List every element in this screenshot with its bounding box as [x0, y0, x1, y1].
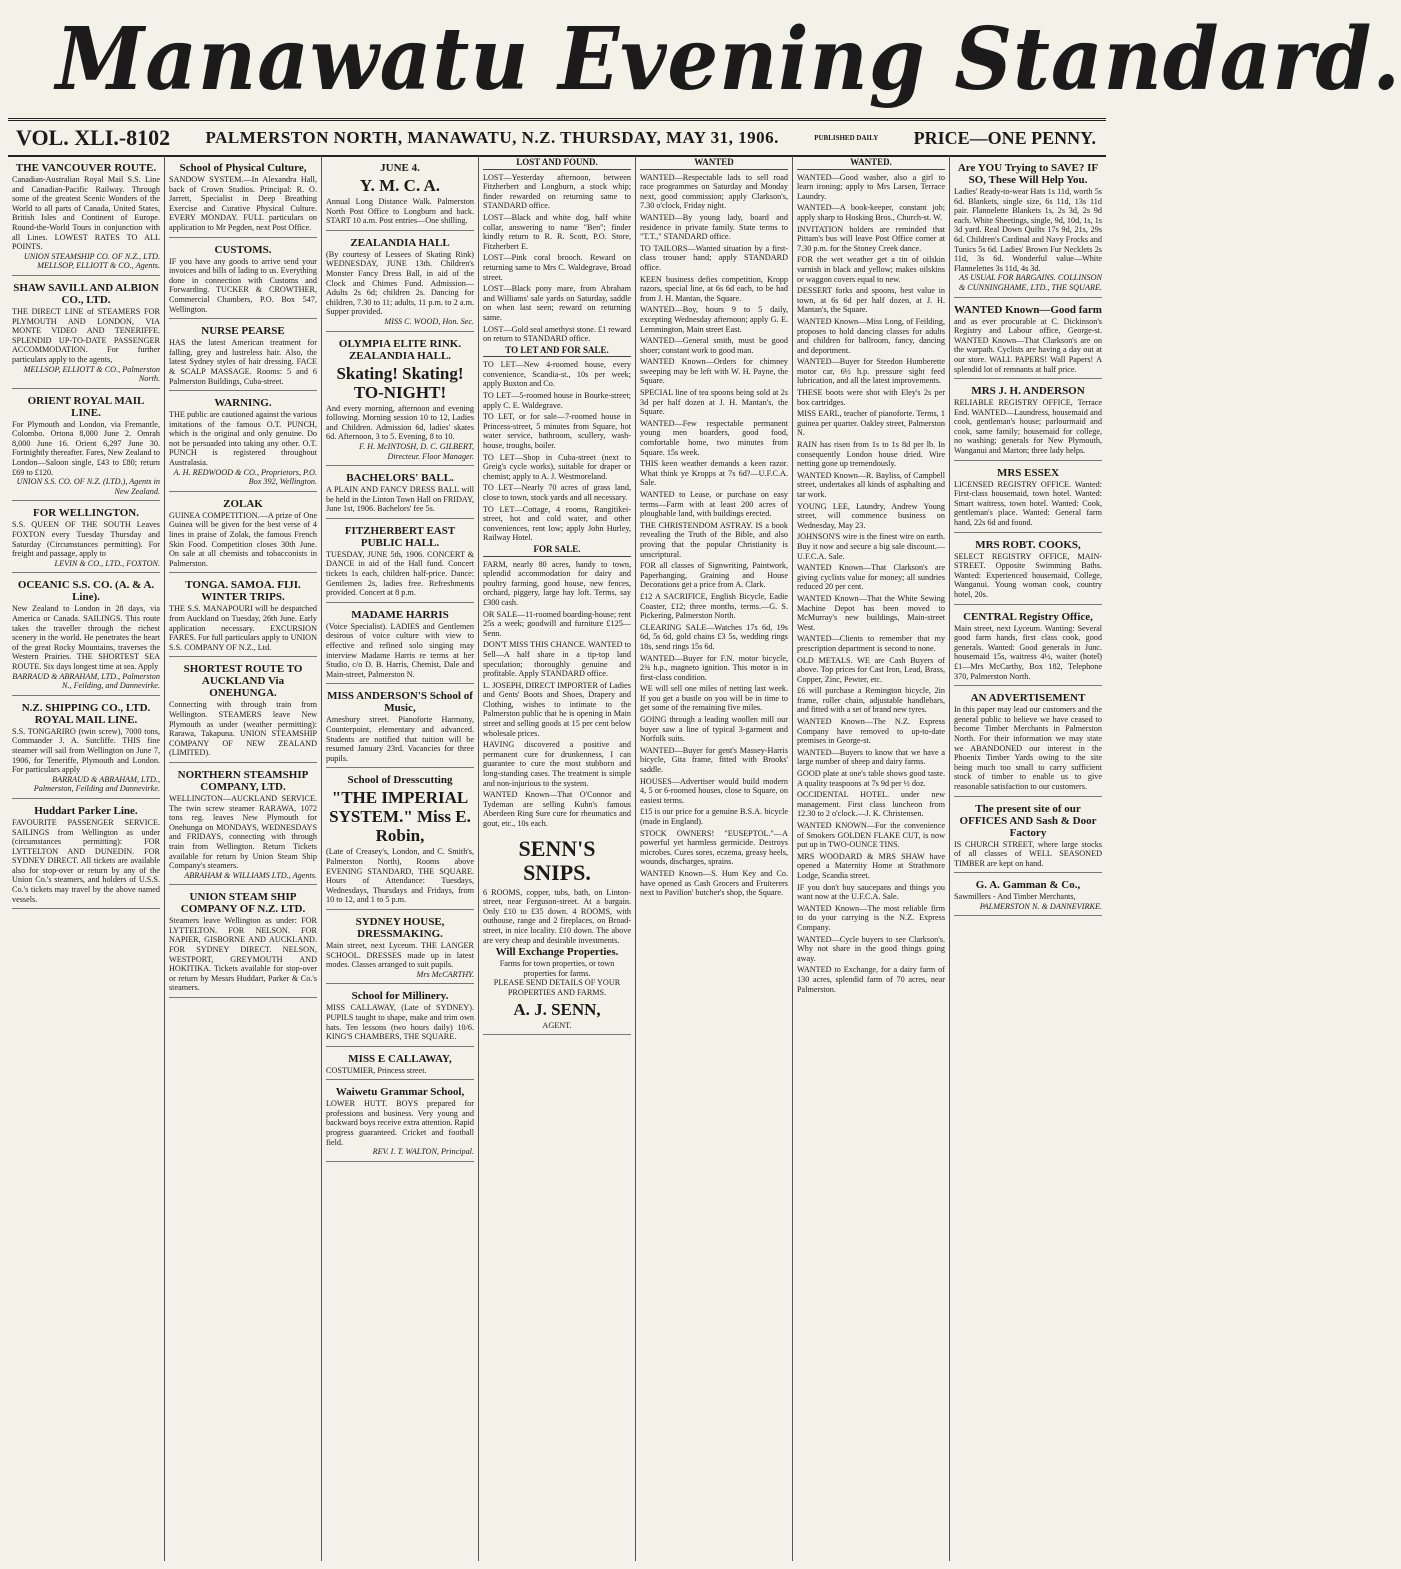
ad-headline: Y. M. C. A. [359, 176, 441, 195]
ad-body: Ladies' Ready-to-wear Hats 1s 11d, worth 5s 6d. Blankets, single size, 6s 11d, 13s 11d pair. Flannelette Blankets 1s, 2s 3d, 2s 9d each. White Sheetings, single, 9d, 10d, 1s, 1s 3d yard. Real Down Quilts 17s 9d, 21s, 29s 6d. Children's Cardinal and Navy Frocks and Tunics 5s 6d. Ladies' Brown Fur Necklets 2s 11d, 3s 6d. Wonderful value—White Flannelettes 3s 11d, 4s 3d. [954, 187, 1102, 273]
ad-title: NORTHERN STEAMSHIP COMPANY, LTD. [177, 768, 309, 793]
ad-headline: "THE IMPERIAL SYSTEM." Miss E. Robin, [329, 788, 471, 846]
ad-signature: REV. I. T. WALTON, Principal. [372, 1147, 474, 1157]
advertisement [326, 912, 474, 984]
ad-body: Amesbury street. Pianoforte Harmony, Counterpoint, elementary and advanced. Students are notified that tuition will be resumed January 23rd. Vacancies for three pupils. [326, 715, 474, 763]
ad-agent-name: A. J. SENN, [513, 999, 601, 1019]
ad-title: MRS ESSEX [996, 466, 1060, 479]
column-7 [950, 156, 1106, 1561]
classified-item: WANTED to Lease, or purchase on easy terms—Farm with at least 200 acres of ploughable land, with buildings erected. [640, 490, 788, 519]
ad-body: LICENSED REGISTRY OFFICE. Wanted: First-class housemaid, town hotel. Wanted: Smart waitress, town hotel. Wanted: Cook, gentleman's place. Wanted: General farm hand, 22s 6d and found. [954, 479, 1102, 528]
advertisement [326, 1082, 474, 1162]
classified-item: TO LET—Shop in Cuba-street (next to Greig's cycle works), suitable for draper or chemist; apply to A. J. Westmoreland. [483, 452, 631, 481]
advertisement [326, 1049, 474, 1081]
ad-signature: UNION S.S. CO. OF N.Z. (LTD.), Agents in New Zealand. [16, 477, 160, 496]
classified-item: TO LET—New 4-roomed house, every convenience, Scandia-st., 10s per week; apply Buxton and Co. [483, 360, 631, 389]
ad-title: SHORTEST ROUTE TO AUCKLAND Via ONEHUNGA. [183, 663, 303, 700]
ad-body: SELECT REGISTRY OFFICE, MAIN-STREET. Opposite Swimming Baths. Wanted: Experienced housemaid, College, Wanganui. Young woman cook, country hotel, 20s. [954, 551, 1102, 599]
ad-title: CENTRAL Registry Office, [963, 610, 1093, 623]
ad-body: New Zealand to London in 28 days, via America or Canada. SAILINGS. This route takes the traveller through the richest scenery in the world. He penetrates the heart of the great Rocky Mountains, traverses the Western Prairies. THE SHORTEST SEA ROUTE. Six days longest time at sea. Apply [12, 604, 160, 671]
ad-title: MRS ROBT. COOKS, [975, 538, 1081, 551]
classified-item: FOR all classes of Signwriting, Paintwork, Paperhanging, Graining and House Decorations get a price from A. Clark. [640, 561, 788, 590]
ad-body: Canadian-Australian Royal Mail S.S. Line and Canadian-Pacific Railway. Through some of the greatest Scenic Wonders of the World to all parts of Canada, United States, British Isles and Continent of Europe. Round-the-World Tours in conjunction with all Lines. LOWEST RATES TO ALL POINTS. [12, 175, 160, 252]
ad-body: Farms for town properties, or town properties for farms. [499, 959, 615, 978]
price: PRICE—ONE PENNY. [913, 127, 1096, 148]
ad-title: G. A. Gamman & Co., [975, 879, 1081, 892]
ad-signature: PALMERSTON N. & DANNEVIRKE. [979, 901, 1102, 911]
classified-item: WANTED—Buyers to know that we have a large number of sheep and dairy farms. [797, 747, 945, 767]
classified-item: FARM, nearly 80 acres, handy to town, splendid accommodation for dairy and poultry farming, good house, new fences, orchard, piggery, large hay loft. Terms, say £300 cash. [483, 559, 631, 607]
classified-item: WANTED—Few respectable permanent young men boarders, good food, comfortable home, two minutes from Square. 15s week. [640, 418, 788, 457]
classified-item: WANTED—Respectable lads to sell road race programmes on Saturday and Monday next, good commission; apply Clarkson's, 7.30 o'clock, Friday night. [640, 172, 788, 211]
newspaper-title: Manawatu Evening Standard. [55, 9, 1401, 110]
ad-title: CUSTOMS. [214, 243, 272, 256]
ad-body: LOWER HUTT. BOYS prepared for professions and business. Very young and backward boys receive extra attention. Rapid progress guaranteed. Cricket and football field. [326, 1099, 474, 1147]
ad-signature: A. H. REDWOOD & CO., Proprietors, P.O. Box 392, Wellington. [173, 467, 317, 487]
classified-item: WANTED—By young lady, board and residence in private family. State terms to "T.T.," STANDARD office. [640, 212, 788, 242]
classified-item: WANTED—General smith, must be good shoer; constant work to good man. [640, 336, 788, 355]
advertisement [12, 801, 160, 909]
classified-item: MRS WOODARD & MRS SHAW have opened a Maternity Home at Strathmore Lodge, Scandia street. [797, 851, 945, 880]
ad-title: TONGA. SAMOA. FIJI. WINTER TRIPS. [185, 579, 301, 604]
ad-body: IF you have any goods to arrive send your invoices and bills of lading to us. Everything done in connection with Customs and Forwarding. TUCKER & CROWTHER, Commercial Chambers, P.O. Box 547, Wellington. [169, 256, 317, 314]
ad-body: THE public are cautioned against the various imitations of the famous O.T. PUNCH, which is the original and only genuine. Do not be persuaded into taking any other. O.T. PUNCH is registered throughout Australasia. [169, 410, 317, 468]
advertisement [326, 158, 474, 231]
classified-item: CLEARING SALE—Watches 17s 6d, 19s 6d, 5s 6d, gold chains £3 5s, wedding rings 18s, send rings 15s 6d. [640, 622, 788, 651]
classified-item: JOHNSON'S wire is the finest wire on earth. Buy it now and secure a big sale discount.—U.F.C.A. Sale. [797, 532, 945, 561]
advertisement [954, 799, 1102, 874]
ad-body: In this paper may lead our customers and the general public to believe we have ceased to become Timber Merchants in Palmerston North. For their information we may state we ABANDONED our interest in the Phoenix Timber Yards owing to the site being much too small to carry sufficient stock of timber to enable us to give reasonable satisfaction to our customers. [954, 705, 1102, 791]
ad-title: SHAW SAVILL AND ALBION CO., LTD. [13, 281, 159, 306]
advertisement [169, 240, 317, 320]
classified-item: WANTED to Exchange, for a dairy farm of 130 acres, splendid farm of 70 acres, near Palmerston. [797, 965, 945, 994]
ad-title: JUNE 4. [380, 162, 420, 174]
advertisement [12, 391, 160, 502]
ad-title: ZEALANDIA HALL [350, 236, 450, 249]
ad-headline: Skating! Skating! TO-NIGHT! [336, 363, 464, 402]
ad-agent-title: AGENT. [542, 1020, 572, 1030]
ad-body: WELLINGTON—AUCKLAND SERVICE. The twin screw steamer RARAWA, 1072 tons reg. leaves New Plymouth for Onehunga on MONDAYS, WEDNESDAYS and FRIDAYS, connecting with through train from Wellington. Return Tickets available for return by Union Steam Ship Company's steamers. [169, 793, 317, 871]
classified-item: TO LET—Cottage, 4 rooms, Rangitikei-street, hot and cold water, and other conveniences, rent low; apply John Hurley, Railway Hotel. [483, 504, 631, 543]
classified-item: WANTED—A book-keeper, constant job; apply sharp to Hosking Bros., Church-st. W. [797, 203, 945, 222]
ad-body: Sawmillers - And Timber Merchants, [954, 892, 1076, 902]
classified-item: OLD METALS. WE are Cash Buyers of above. Top prices for Cast Iron, Lead, Brass, Copper, Zinc, Pewter, etc. [797, 655, 945, 684]
ad-body: Main street, next Lyceum. Wanting: Several good farm hands, first class cook, good generals. Wanted: Good generals in Junc. housemaid 15s, waitress 4½, waiter (hotel) £1—Mrs McCarthy, Box 182, Telephone 370, Palmerston North. [954, 623, 1102, 681]
classified-item: WANTED Known—Miss Long, of Feilding, proposes to hold dancing classes for adults and children for ballroom, fancy, dancing and deportment. [797, 316, 945, 355]
column-5 [636, 156, 793, 1561]
ad-body: RELIABLE REGISTRY OFFICE, Terrace End. WANTED—Laundress, housemaid and cook, gentleman's house; parlourmaid and cook, same family; housemaid for college, no washing; generals for New Plymouth, Wanganui and Marton; three lady helps. [954, 398, 1102, 456]
classified-item: OCCIDENTAL HOTEL. under new management. First class luncheon from 12.30 to 2 o'clock.—J. K. Christensen. [797, 790, 945, 819]
ad-body: A PLAIN AND FANCY DRESS BALL will be held in the Linton Town Hall on FRIDAY, June 1st, 1906. Bachelors' fee 5s. [326, 485, 474, 514]
ad-body: (By courtesy of Lessees of Skating Rink) WEDNESDAY, JUNE 13th. Children's Monster Fancy Dress Ball, in aid of the Clock and Chimes Fund. Admission—Adults 2s 6d; children 2s. Dancing for children, 7.30 to 11; adults, 11 p.m. to 2 a.m. Supper provided. [326, 249, 474, 317]
ad-body: MISS CALLAWAY, (Late of SYDNEY). PUPILS taught to shape, make and trim own hats. Ten lessons (two hours daily) 10/6. KING'S CHAMBERS, THE SQUARE. [326, 1003, 474, 1042]
ad-body: THE S.S. MANAPOURI will be despatched from Auckland on Tuesday, 26th June. Early application necessary. EXCURSION FARES. For full particulars apply to UNION S.S. COMPANY OF N.Z., Ltd. [169, 604, 317, 652]
ad-signature: MELLSOP, ELLIOTT & CO., Palmerston North. [23, 364, 160, 384]
ad-body: S.S. TONGARIRO (twin screw), 7000 tons, Commander J. A. Sutcliffe. THIS fine steamer will sail from Wellington on June 7, 1906, for Teneriffe, Plymouth and London. For particulars apply [12, 726, 160, 775]
ad-title: MISS E CALLAWAY, [348, 1052, 452, 1065]
section-heading-wanted: WANTED. [797, 158, 945, 170]
classified-item: WANTED Known—S. Hum Key and Co. have opened as Cash Grocers and Fruiterers next to Pavilion' butcher's shop, the Square. [640, 868, 788, 898]
classified-item: TO LET, or for sale—7-roomed house in Princess-street, 5 minutes from Square, hot water service, bathroom, scullery, wash-house, troughs, boiler. [483, 412, 631, 451]
classified-item: TO LET—5-roomed house in Bourke-street; apply C. E. Waldegrave. [483, 391, 631, 410]
advertisement [326, 770, 474, 910]
advertisement [954, 688, 1102, 796]
ad-title: ZOLAK [223, 497, 263, 510]
column-6 [793, 156, 950, 1561]
advertisement [169, 887, 317, 998]
ad-body: Main street, next Lyceum. THE LANGER SCHOOL. DRESSES made up in latest modes. Classes arranged to suit pupils. [326, 940, 474, 970]
advertisement [169, 765, 317, 885]
ad-title: N.Z. SHIPPING CO., LTD. ROYAL MAIL LINE. [21, 701, 151, 726]
classified-item: DESSERT forks and spoons, best value in town, at 6s 6d per half dozen, at J. H. Mantan's, the Square. [797, 286, 945, 315]
classified-item: LOST—Pink coral brooch. Reward on returning same to Mrs C. Waldegrave, Broad street. [483, 253, 631, 282]
classified-item: WANTED Known—That the White Sewing Machine Depot has been moved to McMurray's new buildings, Main-street West. [797, 593, 945, 632]
ad-title: AN ADVERTISEMENT [970, 692, 1086, 705]
ad-body: For Plymouth and London, via Fremantle, Colombo. Ortona 8,000 June 2. Omrah 8,000 June 16. Orient 6,297 June 30. Fortnightly thereafter. Fares, New Zealand to London—Saloon single, £43 to £80; return £69 to £120. [12, 419, 161, 477]
ad-body: PLEASE SEND DETAILS OF YOUR PROPERTIES AND FARMS. [493, 978, 621, 997]
classified-item: LOST—Black and white dog, half white collar, answering to name "Ben"; finder kindly return to R. R. Scott, P.O. Store, Fitzherbert E. [483, 212, 631, 251]
advertisement [169, 393, 317, 492]
classified-item: £15 is our price for a genuine B.S.A. bicycle (made in England). [640, 807, 788, 826]
column-2 [165, 156, 322, 1561]
classified-item: THESE boots were shot with Eley's 2s per box cartridges. [797, 388, 945, 407]
classified-item: WANTED Known—That O'Connor and Tydeman are selling Kuhn's famous Aberdeen Ring Sure cure for rheumatics and gout, etc., 10s each. [483, 790, 631, 828]
ad-body: HAS the latest American treatment for falling, grey and lustreless hair. Also, the latest Sydney styles of hair dressing. FACE & SCALP MASSAGE. Rooms: 5 and 6 Palmerston Buildings, Cuba-street. [169, 338, 317, 386]
classified-item: SPECIAL line of tea spoons being sold at 2s 3d per half dozen at J. H. Mantan's, the Square. [640, 388, 788, 417]
column-1 [8, 156, 165, 1561]
classified-item: OR SALE—11-roomed boarding-house; rent 25s a week; goodwill and furniture £125—Senn. [483, 609, 631, 638]
advertisement [169, 659, 317, 763]
advertisement [169, 575, 317, 657]
classified-item: LOST—Gold seal amethyst stone. £1 reward on return to STANDARD office. [483, 324, 631, 344]
classified-item: WANTED Known—That Clarkson's are giving cyclists value for money; all sundries reduced 20 per cent. [797, 563, 945, 592]
advertisement [326, 986, 474, 1046]
advertisement [954, 607, 1102, 687]
advertisement [326, 605, 474, 685]
ad-signature: BARRAUD & ABRAHAM, LTD., Palmerston, Feilding and Dannevirke. [33, 774, 160, 794]
advertisement [954, 158, 1102, 298]
ad-signature: AS USUAL FOR BARGAINS. COLLINSON & CUNNINGHAME, LTD., THE SQUARE. [958, 273, 1102, 292]
columns [8, 156, 1106, 1561]
classified-item: WANTED—Clients to remember that my prescription department is second to none. [797, 634, 945, 653]
volume-number: VOL. XLI.-8102 [16, 125, 171, 150]
advertisement [326, 233, 474, 332]
published-daily: PUBLISHED DAILY [814, 134, 879, 142]
classified-item: LOST—Yesterday afternoon, between Fitzherbert and Longburn, a stock whip; finder rewarded on returning same to STANDARD office. [483, 172, 631, 211]
advertisement [12, 575, 160, 695]
ad-title: School of Physical Culture, [179, 162, 307, 174]
advertisement [12, 158, 160, 276]
ad-title: ORIENT ROYAL MAIL LINE. [27, 394, 145, 419]
ad-signature: MISS C. WOOD, Hon. Sec. [384, 316, 474, 326]
classified-item: WANTED Known—The N.Z. Express Company have removed to up-to-date premises in George-st. [797, 717, 945, 746]
ad-title: The present site of our OFFICES AND Sash & Door Factory [959, 802, 1097, 839]
ad-title: MISS ANDERSON'S School of Music, [327, 690, 473, 715]
ad-title: Waiwetu Grammar School, [335, 1086, 465, 1099]
ad-title: Are YOU Trying to SAVE? IF SO, These Will Help You. [957, 162, 1099, 186]
classified-item: WANTED Known—R. Bayliss, of Campbell street, undertakes all kinds of asphalting and tar work. [797, 470, 945, 499]
classified-item: FOR the wet weather get a tin of oilskin varnish in black and yellow; makes oilskins or waggon covers equal to new. [797, 255, 945, 284]
advertisement [954, 535, 1102, 605]
ad-title: THE VANCOUVER ROUTE. [15, 162, 157, 174]
advertisement [169, 494, 317, 574]
advertisement [954, 300, 1102, 380]
classified-item: IF you don't buy saucepans and things you want now at the U.F.C.A. Sale. [797, 882, 945, 902]
ad-body: (Late of Creasey's, London, and C. Smith's, Palmerston North), Rooms above EVENING STANDARD, THE SQUARE. Hours of Attendance: Tuesdays, Wednesdays, Thursdays and Fridays, from 10 to 12, and 1 to 5 p.m. [326, 847, 474, 905]
advertisement [326, 686, 474, 768]
ad-body: 6 ROOMS, copper, tubs, bath, on Linton-street, near Ferguson-street. At a bargain. Only £10 to £35 down. 4 ROOMS, with outhouse, range and 2 fireplaces, on Broad-street, in nice locality. £10 down. The above are very cheap and desirable investments. [483, 887, 631, 945]
column-4 [479, 156, 636, 1561]
classified-item: THIS keen weather demands a keen razor. What think ye Kropps at 7s 6d?—U.F.C.A. Sale. [640, 459, 788, 488]
classified-item: LOST—Black pony mare, from Abraham and Williams' sale yards on Saturday, saddle on when last seen; reward on returning same. [483, 284, 631, 322]
ad-body: FAVOURITE PASSENGER SERVICE. SAILINGS from Wellington as under (circumstances permitting): FOR LYTTELTON AND DUNEDIN. FOR SYDNEY DIRECT. All tickets are available also for stop-over or return by any of the Union Co.'s steamers, and holders of U.S.S. Co.'s tickets may travel by the above named vessels. [12, 817, 160, 904]
classified-item: WANTED Known—Orders for chimney sweeping may be left with W. H. Payne, the Square. [640, 357, 788, 386]
ad-title: School for Millinery. [351, 990, 449, 1003]
ad-title: SENN'S SNIPS. [518, 835, 596, 885]
classified-item: DON'T MISS THIS CHANCE. WANTED to Sell—A half share in a tip-top land speculation; thoroughly genuine and profitable. Apply STANDARD office. [483, 640, 631, 679]
ad-title: WANTED Known—Good farm [954, 303, 1102, 316]
classified-item: HAVING discovered a positive and permanent cure for drunkenness, I can guarantee to cure the most stubborn and long-standing cases. The treatment is simple and non-injurious to the system. [483, 740, 631, 788]
ad-body: TUESDAY, JUNE 5th, 1906. CONCERT & DANCE in aid of the Hall fund. Concert tickets 1s each, children half-price. Dance: Gentlemen 2s, ladies free. Refreshments provided. Concert at 8 p.m. [326, 549, 474, 598]
classified-item: GOOD plate at one's table shows good taste. A quality teaspoons at 7s 9d per ½ doz. [797, 769, 945, 788]
ad-body: SANDOW SYSTEM.—In Alexandra Hall, back of Crown Studios. Principal: R. O. Jarrett, Specialist in Deep Breathing Exercise and Curative Physical Culture. EVERY MONDAY. FULL particulars on application to Mr Pegden, next Post Office. [169, 175, 317, 232]
classified-item: WANTED—Good washer, also a girl to learn ironing; apply to Mrs Larsen, Terrace Laundry. [797, 172, 945, 201]
classified-item: YOUNG LEE, Laundry, Andrew Young street, will commence business on Wednesday, May 23. [797, 501, 945, 530]
advertisement [326, 334, 474, 467]
ad-title: FOR WELLINGTON. [33, 507, 139, 520]
advertisement [326, 468, 474, 519]
classified-item: HOUSES—Advertiser would build modern 4, 5 or 6-roomed houses, close to Square, on easiest terms. [640, 776, 788, 805]
advertisement [169, 158, 317, 238]
section-heading-wanted: WANTED [640, 158, 788, 170]
classified-item: GOING through a leading woollen mill our buyer saw a line of typical 3-garment and Norfolk suits. [640, 715, 788, 744]
ad-body: THE DIRECT LINE of STEAMERS FOR PLYMOUTH AND LONDON, VIA MONTE VIDEO AND TENERIFFE. SPLENDID UP-TO-DATE PASSENGER ACCOMMODATION. For further particulars apply to the agents, [12, 306, 160, 364]
classified-item: TO TAILORS—Wanted situation by a first-class trouser hand; apply STANDARD office. [640, 243, 788, 272]
classified-item: THE CHRISTENDOM ASTRAY. IS a book revealing the Truth of the Bible, and also proving that the popular Christianity is unscriptural. [640, 520, 788, 559]
ad-body: And every morning, afternoon and evening following. Morning session 10 to 12, Ladies and Children. Admission 6d, ladies' skates 6d. Afternoon, 3 to 5. Evening, 8 to 10. [326, 403, 474, 442]
advertisement [954, 381, 1102, 461]
ad-title: BACHELORS' BALL. [346, 472, 454, 485]
section-heading-for-sale: FOR SALE. [483, 545, 631, 557]
classified-item: WANTED—Buyer for gent's Massey-Harris bicycle, Gita frame, fitted with Brooks' saddle. [640, 745, 788, 775]
ad-signature: ABRAHAM & WILLIAMS LTD., Agents. [184, 870, 317, 880]
ad-body: (Voice Specialist). LADIES and Gentlemen desirous of voice culture with view to effective and refined solo singing may interview Madame Harris re terms at her Studio, c/o D. B. Harris, Chemist, Dale and Main-street, Palmerston N. [326, 621, 474, 679]
ad-signature: LEVIN & CO., LTD., FOXTON. [54, 558, 160, 568]
classified-item: WANTED KNOWN—For the convenience of Smokers GOLDEN FLAKE CUT, is now put up in TWO-OUNCE TINS. [797, 821, 945, 850]
ad-body: COSTUMIER, Princess street. [326, 1065, 427, 1075]
ad-title: School of Dresscutting [347, 774, 453, 787]
ad-title: Huddart Parker Line. [34, 804, 138, 817]
classified-item: KEEN business defies competition, Kropp razors, special line, at 6s 6d each, to be had from J. H. Mantan, the Square. [640, 274, 788, 303]
ad-body: Steamers leave Wellington as under: FOR LYTTELTON. FOR NELSON. FOR NAPIER, GISBORNE AND AUCKLAND. FOR SYDNEY DIRECT. NELSON, WESTPORT, GREYMOUTH AND HOKITIKA. Tickets available for stop-over or return by Messrs Huddart, Parker & Co.'s steamers. [169, 916, 317, 993]
ad-signature: BARRAUD & ABRAHAM, LTD., Palmerston N., Feilding, and Dannevirke. [12, 671, 160, 691]
ad-signature: UNION STEAMSHIP CO. OF N.Z., LTD. MELLSOP, ELLIOTT & CO., Agents. [23, 251, 160, 271]
ad-title: UNION STEAM SHIP COMPANY OF N.Z. LTD. [180, 891, 306, 916]
masthead [18, 6, 1401, 114]
classified-item: INVITATION holders are reminded that Pittam's bus will leave Post Office corner at 7.30 p.m. for the Stoney Creek dance. [797, 224, 945, 253]
column-3 [322, 156, 479, 1561]
ad-body: S.S. QUEEN OF THE SOUTH Leaves FOXTON every Tuesday Thursday and Saturday (Circumstances permitting). For freight and passage, apply to [12, 520, 160, 559]
classified-item: WANTED Known—The most reliable firm to do your carrying is the N.Z. Express Company. [797, 903, 945, 932]
ad-body: Annual Long Distance Walk. Palmerston North Post Office to Longburn and back. START 10 a.m. Post entries—One shilling. [326, 197, 474, 226]
advertisement [12, 278, 160, 389]
advertisement [12, 698, 160, 799]
classified-item: WANTED—Boy, hours 9 to 5 daily, excepting Wednesday afternoon; apply G. E. Lemmington, Main street East. [640, 305, 788, 334]
advertisement [954, 463, 1102, 533]
advertisement [169, 321, 317, 391]
classified-item: WE will sell one miles of netting last week. If you get a bustle on you will be in time to get some of the remaining five miles. [640, 684, 788, 713]
classified-item: MISS EARL, teacher of pianoforte. Terms, 1 guinea per quarter. Oakley street, Palmerston N. [797, 409, 945, 438]
advertisement [954, 875, 1102, 916]
ad-title: MADAME HARRIS [351, 608, 449, 621]
classified-item: £6 will purchase a Remington bicycle, 2in frame, roller chain, adjustable handlebars, and fitted with a set of brand new tyres. [797, 686, 945, 715]
classified-item: TO LET—Nearly 70 acres of grass land, close to town, stock yards and all necessary. [483, 483, 631, 502]
classified-item: £12 A SACRIFICE, English Bicycle, Eadie Coaster, £12; three months, terms.—G. S. Pickering, Palmerston North. [640, 591, 788, 621]
advertisement [12, 503, 160, 573]
classified-item: WANTED—Buyer for F.N. motor bicycle, 2¾ h.p., magneto ignition. This motor is in first-class condition. [640, 653, 788, 682]
classified-item: WANTED—Buyer for Steedon Humberette motor car, 6½ h.p. pressure sight feed lubrication, and all the latest improvements. [797, 357, 945, 386]
classified-item: RAIN has risen from 1s to 1s 8d per lb. In consequently London house dried. Wire netting gone up tremendously. [797, 440, 945, 469]
place-date: PALMERSTON NORTH, MANAWATU, N.Z. THURSDAY, MAY 31, 1906. [205, 128, 779, 147]
classified-item: WANTED—Cycle buyers to see Clarkson's. Why not share in the good things going away. [797, 934, 945, 963]
dateline [8, 118, 1106, 157]
ad-title: FITZHERBERT EAST PUBLIC HALL. [344, 524, 456, 549]
ad-body: GUINEA COMPETITION.—A prize of One Guinea will be given for the best verse of 4 lines in praise of Zolak, the famous French Skin Food. Competition closes 30th June. On sale at all chemists and tobacconists in Palmerston. [169, 510, 317, 568]
ad-title: MRS J. H. ANDERSON [971, 385, 1085, 398]
ad-signature: F. H. McINTOSH, D. C. GILBERT, Directeur. Floor Manager. [359, 441, 474, 461]
ad-signature: Mrs McCARTHY. [416, 969, 474, 979]
ad-title: WARNING. [214, 397, 272, 410]
section-heading-lost-found: LOST AND FOUND. [483, 158, 631, 170]
ad-title: OLYMPIA ELITE RINK. ZEALANDIA HALL. [338, 337, 462, 362]
ad-body: Connecting with through train from Wellington. STEAMERS leave New Plymouth as under (weather permitting): Rarawa, Takapuna. UNION STEAMSHIP COMPANY OF NEW ZEALAND (LIMITED). [169, 700, 317, 758]
classified-item: STOCK OWNERS! "EUSEPTOL."—A powerful yet harmless germicide. Destroys microbes. Cures sores, eczema, greasy heels, wounds, discharges, sprains. [640, 828, 788, 867]
senns-snips-advertisement [483, 831, 631, 1036]
ad-title: SYDNEY HOUSE, DRESSMAKING. [355, 915, 445, 940]
ad-body: IS CHURCH STREET, where large stocks of all classes of WELL SEASONED TIMBER are kept on hand. [954, 839, 1102, 868]
ad-subheading: Will Exchange Properties. [495, 946, 619, 959]
ad-title: OCEANIC S.S. CO. (A. & A. Line). [17, 579, 155, 604]
ad-body: and as ever procurable at C. Dickinson's Registry and Labour office, George-st. WANTED Known—That Clarkson's are on the warpath. Cyclists are having a day out at our store. WALL PAPERS! Wall Papers! A splendid lot of remnants at half price. [954, 316, 1102, 374]
classified-item: L. JOSEPH, DIRECT IMPORTER of Ladies and Gents' Boots and Shoes, Drapery and Clothing, wishes to intimate to the Palmerston public that he is opening in Main street and selling goods at 15 per cent below wholesale prices. [483, 680, 631, 738]
advertisement [326, 521, 474, 603]
section-heading-to-let: TO LET AND FOR SALE. [483, 346, 631, 358]
ad-title: NURSE PEARSE [201, 325, 285, 338]
